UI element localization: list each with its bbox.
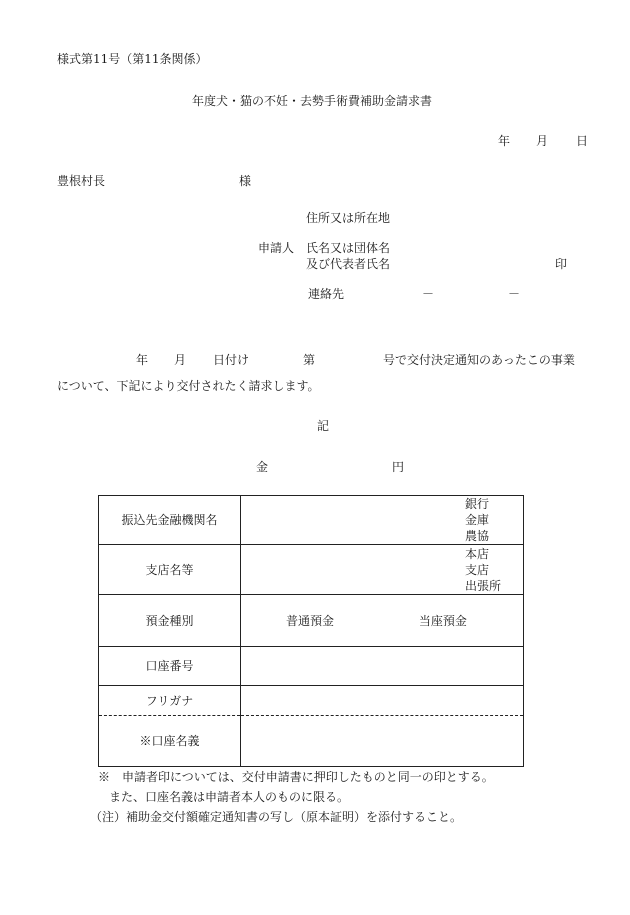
deposit-type-row xyxy=(99,595,524,647)
applicant-name-label: 氏名又は団体名 xyxy=(306,241,391,255)
applicant-label: 申請人 xyxy=(258,241,295,255)
bank-account-table xyxy=(98,495,524,767)
bank-option-bank: 銀行 xyxy=(465,497,490,511)
contact-dash-2: － xyxy=(508,287,521,301)
account-number-field[interactable] xyxy=(241,647,524,686)
body-year: 年 xyxy=(136,353,149,367)
account-number-row xyxy=(99,647,524,686)
ki-heading: 記 xyxy=(317,419,330,433)
account-holder-field[interactable] xyxy=(241,716,524,767)
body-line2: について、下記により交付されたく請求します。 xyxy=(57,379,320,393)
branch-row xyxy=(99,545,524,595)
date-year-label: 年 xyxy=(498,134,511,148)
body-line1-end: 号で交付決定通知のあったこの事業 xyxy=(383,353,575,367)
addressee-honorific: 様 xyxy=(239,174,252,188)
furigana-row xyxy=(99,686,524,716)
note-account-holder: また、口座名義は申請者本人のものに限る。 xyxy=(109,790,350,804)
deposit-type-label: 預金種別 xyxy=(99,595,241,647)
furigana-label: フリガナ xyxy=(99,686,241,716)
body-month: 月 xyxy=(174,353,187,367)
deposit-type-ordinary[interactable]: 普通預金 xyxy=(286,613,335,628)
applicant-address-label: 住所又は所在地 xyxy=(306,211,391,225)
bank-row xyxy=(99,496,524,545)
deposit-type-field[interactable] xyxy=(241,595,524,647)
branch-label: 支店名等 xyxy=(99,545,241,595)
branch-option-main: 本店 xyxy=(465,546,490,561)
bank-field[interactable] xyxy=(241,496,524,545)
deposit-type-checking[interactable]: 当座預金 xyxy=(418,613,467,628)
contact-label: 連絡先 xyxy=(308,287,345,301)
date-month-label: 月 xyxy=(536,134,549,148)
account-holder-label: ※口座名義 xyxy=(99,716,241,767)
amount-unit: 円 xyxy=(392,460,405,474)
account-number-label: 口座番号 xyxy=(99,647,241,686)
note-seal: ※ 申請者印については、交付申請書に押印したものと同一の印とする。 xyxy=(98,770,494,784)
amount-label: 金 xyxy=(256,460,269,474)
applicant-seal: 印 xyxy=(555,257,568,271)
form-number: 様式第11号（第11条関係） xyxy=(57,52,208,66)
applicant-rep-label: 及び代表者氏名 xyxy=(306,257,391,271)
branch-field[interactable] xyxy=(241,545,524,595)
addressee-name: 豊根村長 xyxy=(57,174,106,188)
bank-label: 振込先金融機関名 xyxy=(99,496,241,545)
branch-option-branch: 支店 xyxy=(465,562,490,577)
contact-dash-1: － xyxy=(422,287,435,301)
bank-option-nokyo: 農協 xyxy=(465,529,490,543)
date-day-label: 日 xyxy=(576,134,589,148)
branch-option-office: 出張所 xyxy=(465,578,502,593)
body-dated: 日付け xyxy=(213,353,250,367)
furigana-field[interactable] xyxy=(241,686,524,716)
account-holder-row xyxy=(99,716,524,767)
note-attachment: （注）補助金交付額確定通知書の写し（原本証明）を添付すること。 xyxy=(90,810,463,824)
document-title: 年度犬・猫の不妊・去勢手術費補助金請求書 xyxy=(192,94,433,108)
bank-option-shinkin: 金庫 xyxy=(465,513,490,527)
body-no: 第 xyxy=(303,353,316,367)
